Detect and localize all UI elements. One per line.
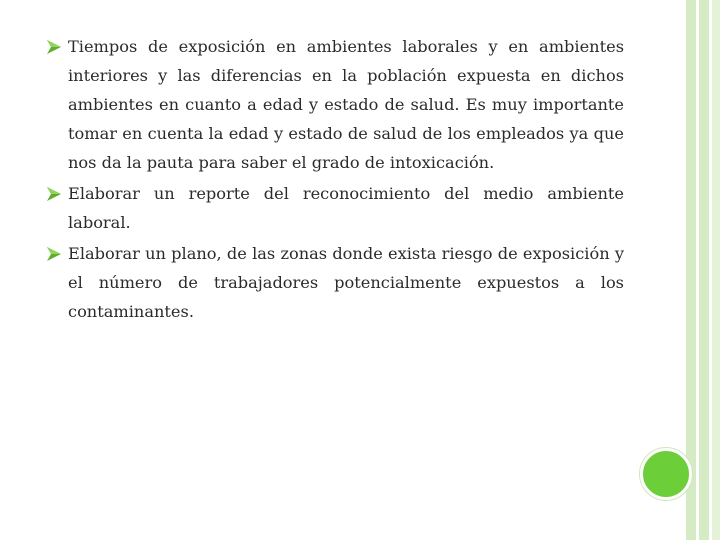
green-circle-decoration bbox=[640, 448, 692, 500]
arrowhead-bullet-icon bbox=[46, 246, 62, 262]
decorative-border-right bbox=[699, 0, 709, 540]
bullet-text: Elaborar un reporte del reconocimiento del medio ambiente laboral. bbox=[68, 184, 624, 232]
arrowhead-bullet-icon bbox=[46, 186, 62, 202]
bullet-item bbox=[46, 239, 624, 326]
bullet-item bbox=[46, 32, 624, 177]
arrowhead-bullet-icon bbox=[46, 39, 62, 55]
decorative-border-edge bbox=[712, 0, 720, 540]
bullet-item bbox=[46, 179, 624, 237]
bullet-list bbox=[46, 32, 624, 328]
bullet-text: Elaborar un plano, de las zonas donde exista riesgo de exposición y el número de trabajadores potencialmente expuestos a los contaminantes. bbox=[68, 244, 624, 321]
bullet-text: Tiempos de exposición en ambientes laborales y en ambientes interiores y las diferencias en la población expuesta en dichos ambientes en cuanto a edad y estado de salud. Es muy importante tomar en cuenta la edad y estado de salud de los empleados ya que nos da la pauta para saber el grado de intoxicación. bbox=[68, 37, 624, 172]
